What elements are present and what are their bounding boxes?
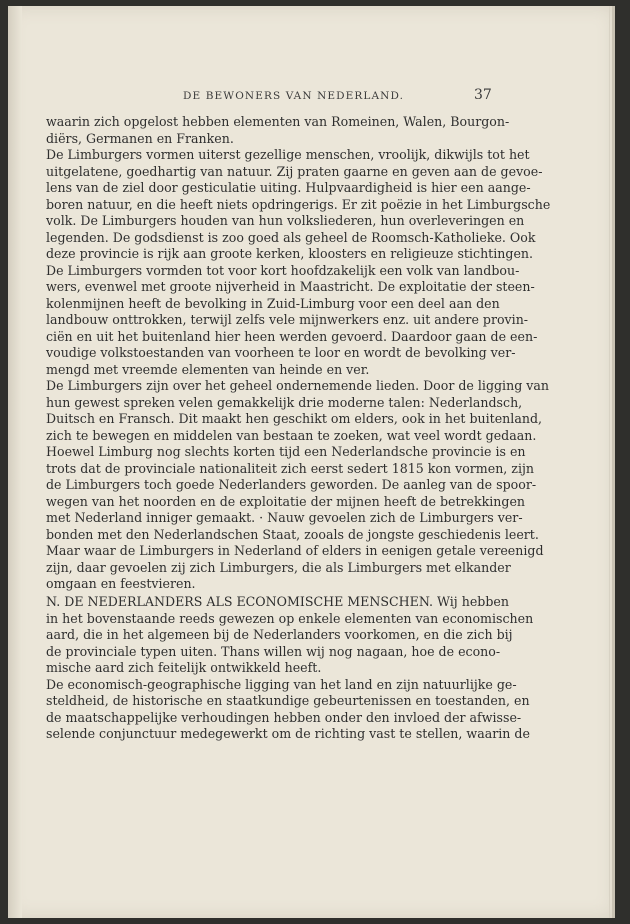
text-line: ciën en uit het buitenland hier heen werden gevoerd. Daardoor gaan de een- [46, 328, 538, 344]
text-line: Duitsch en Fransch. Dit maakt hen geschikt om elders, ook in het buitenland, [46, 411, 543, 426]
page-number: 37 [474, 87, 492, 103]
text-line: waarin zich opgelost hebben elementen van Romeinen, Walen, Bourgon- [46, 114, 510, 129]
running-head: DE BEWONERS VAN NEDERLAND. [183, 90, 405, 102]
text-line: steldheid, de historische en staatkundige gebeurtenissen en toestanden, en [46, 693, 530, 708]
text-line: De economisch-geographische ligging van het land en zijn natuurlijke ge- [46, 676, 517, 692]
text-line: met Nederland inniger gemaakt. · Nauw gevoelen zich de Limburgers ver- [46, 510, 523, 525]
text-line: kolenmijnen heeft de bevolking in Zuid-Limburg voor een deel aan den [46, 295, 500, 311]
text-line: zich te bewegen en middelen van bestaan te zoeken, wat veel wordt gedaan. [46, 427, 537, 443]
text-line: deze provincie is rijk aan groote kerken, kloosters en religieuze stichtingen. [46, 246, 534, 261]
text-line: Hoewel Limburg nog slechts korten tijd een Nederlandsche provincie is en [46, 444, 526, 459]
text-line: de provinciale typen uiten. Thans willen wij nog nagaan, hoe de econo- [46, 643, 501, 659]
text-line: mengd met vreemde elementen van heinde en ver. [46, 361, 370, 377]
text-line: De Limburgers vormen uiterst gezellige menschen, vroolijk, dikwijls tot het [46, 147, 530, 162]
text-line: in het bovenstaande reeds gewezen op enkele elementen van economischen [46, 610, 534, 626]
text-line: trots dat de provinciale nationaliteit zich eerst sedert 1815 kon vormen, zijn [46, 460, 534, 476]
text-line: diërs, Germanen en Franken. [46, 130, 234, 146]
page-edge-inner [609, 6, 610, 918]
text-line: mische aard zich feitelijk ontwikkeld heeft. [46, 660, 322, 675]
page-gutter-shadow [8, 6, 22, 918]
text-line: De Limburgers vormden tot voor kort hoofdzakelijk een volk van landbou- [46, 262, 520, 278]
paragraph [46, 676, 530, 743]
text-line: landbouw onttrokken, terwijl zelfs vele mijnwerkers enz. uit andere provin- [46, 312, 529, 327]
text-line: wegen van het noorden en de exploitatie der mijnen heeft de betrekkingen [46, 493, 526, 509]
text-line: bonden met den Nederlandschen Staat, zooals de jongste geschiedenis leert. [46, 526, 539, 542]
paragraph [46, 147, 551, 263]
section-economische-menschen [46, 594, 534, 743]
text-line: aard, die in het algemeen bij de Nederlanders voorkomen, en die zich bij [46, 627, 513, 642]
text-line: Maar waar de Limburgers in Nederland of elders in eenigen getale vereenigd [46, 543, 544, 558]
text-line: zijn, daar gevoelen zij zich Limburgers, die als Limburgers met elkander [46, 559, 511, 575]
text-line: de Limburgers toch goede Nederlanders geworden. De aanleg van de spoor- [46, 477, 537, 492]
text-line: voudige volkstoestanden van voorheen te loor en wordt de bevolking ver- [46, 345, 516, 360]
section-heading-line: N. DE NEDERLANDERS ALS ECONOMISCHE MENSCHEN. Wij hebben [46, 594, 509, 609]
text-line: lens van de ziel door gesticulatie uiting. Hulpvaardigheid is hier een aange- [46, 180, 531, 195]
text-line: de maatschappelijke verhoudingen hebben onder den invloed der afwisse- [46, 709, 522, 725]
text-line: legenden. De godsdienst is zoo goed als geheel de Roomsch-Katholieke. Ook [46, 229, 536, 245]
page-edge [612, 6, 615, 918]
text-line: wers, evenwel met groote nijverheid in Maastricht. De exploitatie der steen- [46, 279, 535, 294]
paragraph [46, 594, 534, 677]
text-line: hun gewest spreken velen gemakkelijk drie moderne talen: Nederlandsch, [46, 394, 523, 410]
text-line: omgaan en feestvieren. [46, 576, 196, 591]
paragraph [46, 378, 549, 593]
text-line: uitgelatene, goedhartig van natuur. Zij praten gaarne en geven aan de gevoe- [46, 163, 543, 179]
text-line: De Limburgers zijn over het geheel ondernemende lieden. Door de ligging van [46, 378, 549, 393]
text-line: boren natuur, en die heeft niets opdringerigs. Er zit poëzie in het Limburgsche [46, 196, 551, 212]
paragraph [46, 262, 538, 379]
text-line: selende conjunctuur medegewerkt om de richting vast te stellen, waarin de [46, 726, 530, 741]
text-line: volk. De Limburgers houden van hun volksliederen, hun overleveringen en [46, 213, 525, 228]
paragraph [46, 114, 510, 147]
body-text [46, 114, 551, 593]
